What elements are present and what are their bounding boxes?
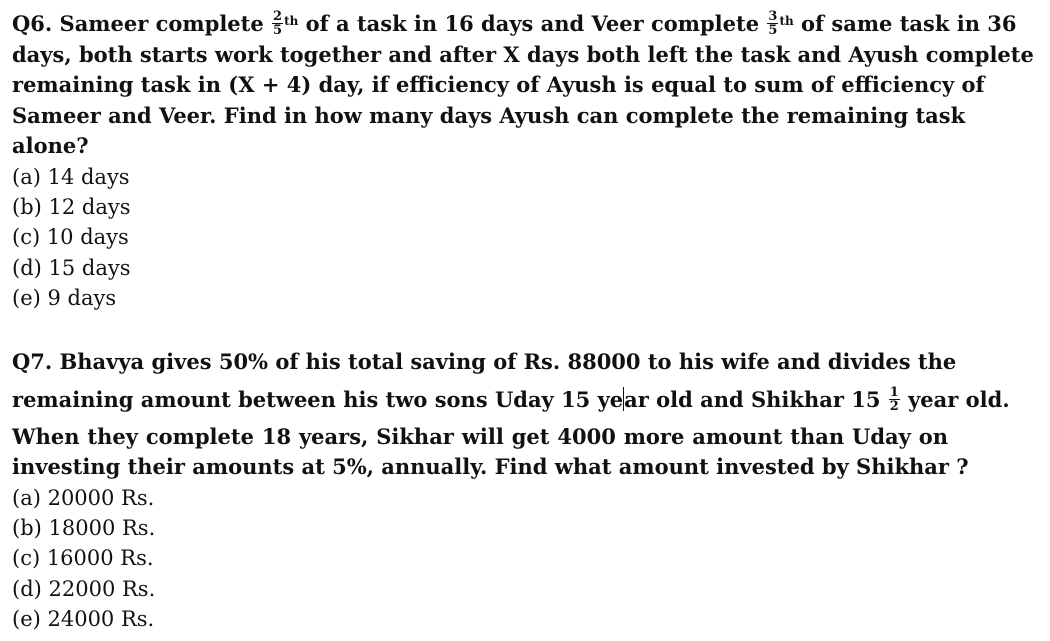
- question-7-line-3: When they complete 18 years, Sikhar will get 4000 more amount than Uday on: [12, 423, 948, 449]
- question-6-line-4: Sameer and Veer. Find in how many days Ayush can complete the remaining task: [12, 102, 966, 128]
- fraction-numerator: 1: [889, 384, 899, 400]
- q7-text-segment: ar old and Shikhar 15: [624, 386, 881, 412]
- option-e: (e) 9 days: [12, 286, 117, 311]
- q7-text-segment: remaining amount between his two sons Uday 15 ye: [12, 386, 624, 412]
- fraction-numerator: 2: [273, 9, 283, 24]
- question-6-options: [12, 162, 948, 314]
- question-6-line-1: [12, 6, 1017, 40]
- option-d: (d) 22000 Rs.: [12, 576, 156, 601]
- option-c: (c) 10 days: [12, 225, 129, 250]
- fraction-numerator: 3: [768, 9, 778, 24]
- question-7-options: [12, 483, 948, 635]
- question-7: [12, 347, 1010, 635]
- option-b: (b) 18000 Rs.: [12, 515, 156, 540]
- question-6-stem: [12, 6, 1034, 162]
- option-e: (e) 24000 Rs.: [12, 607, 155, 632]
- ordinal-suffix: th: [284, 14, 299, 28]
- option-b: (b) 12 days: [12, 194, 131, 219]
- question-7-stem: [12, 347, 1010, 483]
- question-6-line-5: alone?: [12, 133, 89, 158]
- question-7-line-2: [12, 378, 1010, 422]
- q7-text-segment: year old.: [908, 386, 1010, 412]
- question-7-line-1: Q7. Bhavya gives 50% of his total saving of Rs. 88000 to his wife and divides the: [12, 349, 957, 374]
- fraction-one-half: [889, 386, 900, 413]
- q6-text-segment: of same task in 36: [801, 11, 1017, 36]
- question-6-line-2: days, both starts work together and after X days both left the task and Ayush complete: [12, 41, 1034, 67]
- question-7-line-4: investing their amounts at 5%, annually. Find what amount invested by Shikhar ?: [12, 454, 969, 479]
- fraction-two-fifths: [272, 10, 283, 37]
- fraction-denominator: 2: [889, 398, 899, 414]
- q6-text-segment: of a task in 16 days and Veer complete: [305, 11, 760, 36]
- fraction-three-fifths: [767, 10, 778, 37]
- question-6: [12, 6, 1034, 314]
- option-a: (a) 20000 Rs.: [12, 485, 155, 510]
- q6-text-segment: Q6. Sameer complete: [12, 11, 264, 36]
- fraction-denominator: 5: [273, 23, 283, 38]
- question-6-line-3: remaining task in (X + 4) day, if efficiency of Ayush is equal to sum of efficiency of: [12, 72, 985, 97]
- option-c: (c) 16000 Rs.: [12, 546, 154, 571]
- option-a: (a) 14 days: [12, 164, 130, 189]
- option-d: (d) 15 days: [12, 255, 131, 280]
- ordinal-suffix: th: [779, 14, 794, 28]
- fraction-denominator: 5: [768, 23, 778, 38]
